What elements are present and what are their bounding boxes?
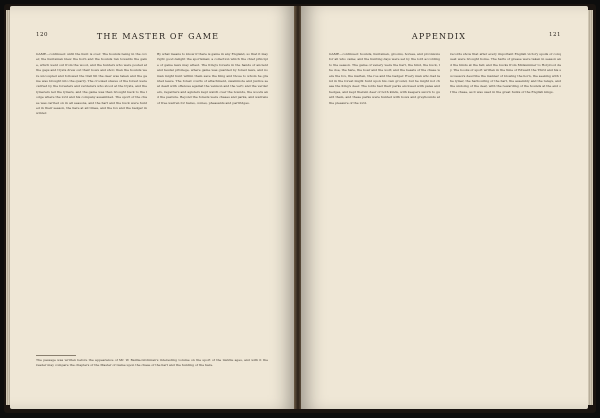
- right-column-2-text: records show that after every important English victory spoils of conquest were brought home. The harts of grease were taken in season and the hinds at the fall; and the bucks from Midsummer to Holyrood day. The books of sport written in the time of Edward the Third and his successors describe the manner of blowing the horn, the seeking with the lymer, the harbouring of the hart, the assembly and the relays, and the undoing of the deer, with the rewarding of the hounds at the end of the chase, as it was used in the great hunts of the English kings.: [450, 52, 561, 94]
- right-page-number: 121: [548, 32, 561, 38]
- left-column-2: [157, 52, 268, 352]
- left-column-2-text: By what means to know if there is game in any England, so that it may right good delight the sportsman; a collection which the chief principle of game laws may attest. The King's forests in the hands of ancient and feudal privilege, where game was guarded by forest laws, and no man might hunt within them save the King and those to whom he granted leave. The forest courts of attachment, swainmote and justice seat dealt with offences against the venison and the vert; and the verderers, regarders and agisters kept watch over the bounds, the woods and the pasture. Beyond the forests were chases and parks, and warrens of free warren for hares, conies, pheasants and partridges.: [157, 52, 268, 105]
- right-column-2: [450, 52, 561, 352]
- left-page-columns: [36, 52, 268, 352]
- left-footnote: The passage was written before the appearance of Mr. W. Baillie-Grohman's interesting volume on the sport of the middle ages, and with it the reader may compare the chapters of the Master of Game upon the chase of the hart and the hunting of the hare.: [36, 358, 268, 367]
- left-page-number: 120: [36, 32, 48, 38]
- left-page-header: [36, 32, 268, 41]
- right-column-1: [329, 52, 440, 352]
- open-book: [4, 4, 596, 413]
- right-page-columns: [329, 52, 561, 352]
- left-column-1: [36, 52, 147, 352]
- right-running-title: APPENDIX: [411, 32, 467, 41]
- left-column-1-text: GAME—continued: until the hunt is over. The hounds being in the cover, the huntsman blew the horn and the hounds ran towards the game, which went out from the wood, and the hunters who were posted at the gaps and trysts drew out their bows and shot; then the hounds were uncoupled and followed the trail till the deer was taken and the game was brought into the quarry. The crooked staves of the forest were carried by the foresters and verderers who stood at the trysts, and the lymerers led the lymers, and the game was then brought back to the lodge where the lord and his company assembled. The sport of the chase was carried on in all seasons, and the hart and the buck were hunted in their season, the hare at all times, and the fox and the badger in winter.: [36, 52, 147, 116]
- left-running-title: THE MASTER OF GAME: [96, 32, 220, 41]
- right-page-header: [329, 32, 561, 41]
- footnote-rule: [36, 355, 76, 356]
- page-edge-right: [588, 10, 593, 405]
- left-page: [10, 6, 295, 409]
- right-page: [301, 6, 588, 409]
- right-column-1-text: GAME—continued: hounds, huntsmen, grooms, horses, and provisions for all who came; and the hunting days were set by the lord according to the season. The game of venery were the hart, the hind, the buck, the doe, the hare, the boar and the wolf; and the beasts of the chase were the fox, the marten, the roe and the badger. Every man who had land in the forest might hunt upon his own ground, but he might not chase the King's deer. The lords had their parks enclosed with pales and hedges, and kept therein deer of both kinds, with keepers sworn to guard them, and these parks were hunted with bows and greyhounds at the pleasure of the lord.: [329, 52, 440, 105]
